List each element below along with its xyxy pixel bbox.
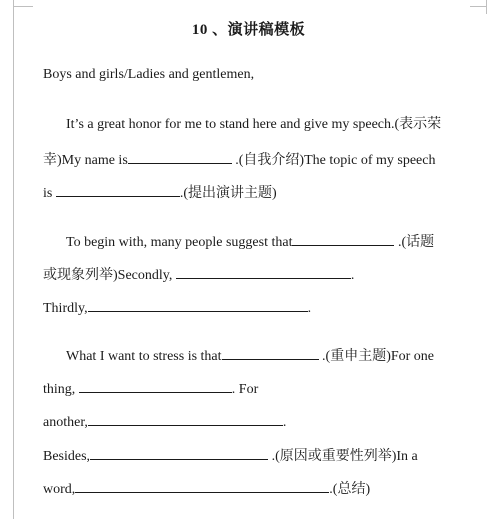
paragraph3-line5-text-a: word, [43, 482, 76, 497]
paragraph3-line2-text-b: . For [231, 382, 259, 397]
paragraph3-line4-text-a: Besides, [43, 449, 91, 464]
paragraph2-line1 [66, 231, 434, 252]
greeting-line: Boys and girls/Ladies and gentlemen, [43, 67, 255, 82]
paragraph2-line2-text-b: . [350, 268, 355, 283]
margin-corner-mark-right-horizontal [470, 6, 486, 7]
paragraph1-line3 [43, 182, 277, 203]
thirdly-blank[interactable] [88, 297, 308, 312]
paragraph3-line3-text-b: . [282, 415, 287, 430]
paragraph3-line1 [66, 345, 434, 366]
paragraph2-line3 [43, 297, 311, 318]
paragraph1-line3-text-b: .(提出演讲主题) [179, 186, 277, 201]
paragraph2-line1-text-a: To begin with, many people suggest that [66, 235, 293, 250]
paragraph2-line1-text-b: .(话题 [394, 235, 435, 250]
paragraph1-line1: It’s a great honor for me to stand here and give my speech.(表示荣 [66, 117, 442, 132]
paragraph1-line3-text-a: is [43, 186, 56, 201]
for-another-blank[interactable] [88, 411, 283, 426]
secondly-blank[interactable] [176, 264, 351, 279]
document-title: 10 、演讲稿模板 [191, 22, 306, 38]
name-blank[interactable] [128, 149, 232, 164]
margin-corner-mark-left [13, 6, 33, 7]
paragraph3-line1-text-a: What I want to stress is that [66, 349, 222, 364]
paragraph3-line4 [43, 445, 418, 466]
paragraph2-line3-text-a: Thirdly, [43, 301, 88, 316]
paragraph3-line1-text-b: .(重申主题)For one [318, 349, 435, 364]
paragraph3-line5-text-b: .(总结) [329, 482, 371, 497]
paragraph3-line5 [43, 478, 370, 499]
suggestion-blank[interactable] [292, 231, 394, 246]
paragraph3-line2-text-a: thing, [43, 382, 79, 397]
paragraph1-line2-text-a: 幸)My name is [43, 153, 128, 168]
paragraph2-line3-text-b: . [307, 301, 312, 316]
besides-blank[interactable] [90, 445, 268, 460]
paragraph3-line3 [43, 411, 286, 432]
margin-corner-mark-right [486, 0, 487, 14]
paragraph3-line4-text-b: .(原因或重要性列举)In a [268, 449, 418, 464]
paragraph2-line2-text-a: 或现象列举)Secondly, [43, 268, 176, 283]
paragraph1-line2 [43, 149, 436, 170]
in-a-word-blank[interactable] [75, 478, 329, 493]
paragraph2-line2 [43, 264, 354, 285]
topic-blank[interactable] [56, 182, 180, 197]
for-one-thing-blank[interactable] [79, 378, 232, 393]
paragraph3-line2 [43, 378, 258, 399]
stress-blank[interactable] [222, 345, 319, 360]
paragraph1-line2-text-b: .(自我介绍)The topic of my speech [231, 153, 436, 168]
paragraph3-line3-text-a: another, [43, 415, 88, 430]
page-margin-line [13, 0, 14, 519]
